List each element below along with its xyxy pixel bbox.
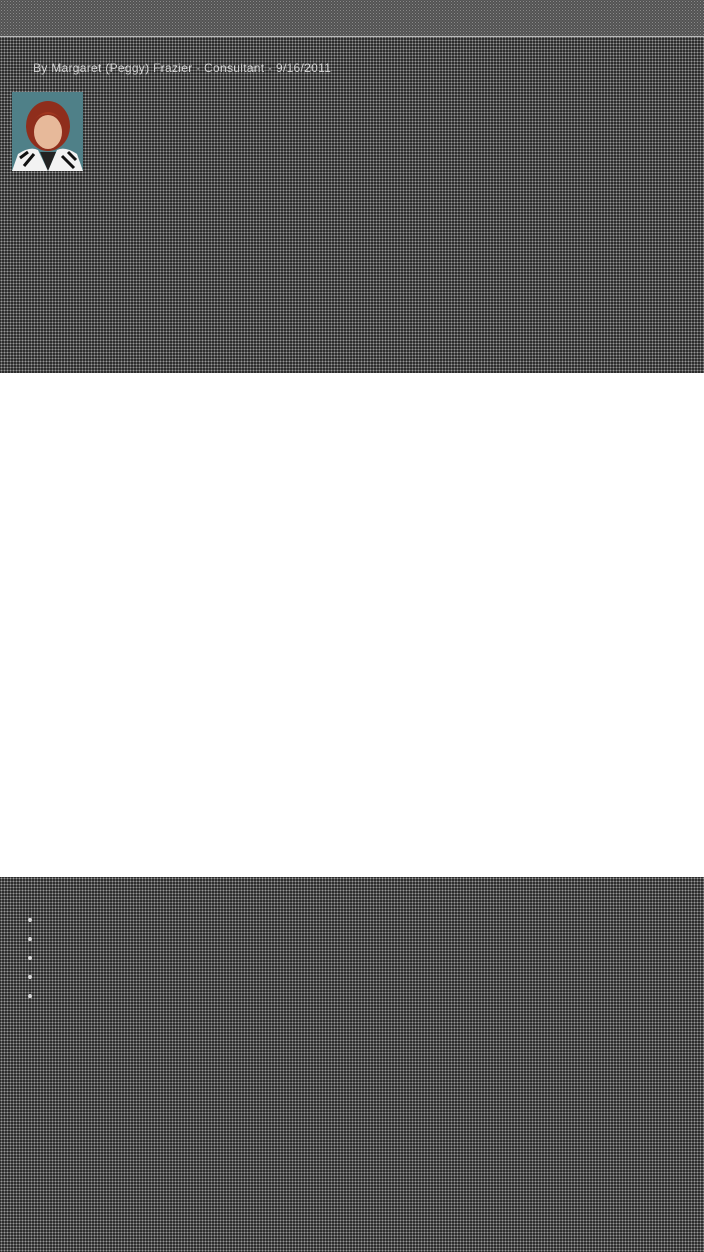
blank-content-area xyxy=(0,373,704,877)
list-item xyxy=(42,930,694,947)
intro-text xyxy=(10,200,694,214)
top-band xyxy=(0,0,704,37)
author-avatar xyxy=(12,92,83,171)
details-content xyxy=(10,899,694,1016)
details-list xyxy=(10,911,694,1004)
list-item xyxy=(42,968,694,985)
details-panel xyxy=(0,877,704,1252)
list-item xyxy=(42,949,694,966)
list-item xyxy=(42,911,694,928)
list-item xyxy=(42,987,694,1004)
author-byline: By Margaret (Peggy) Frazier · Consultant · 9/16/2011 xyxy=(33,61,332,75)
article-header-panel xyxy=(0,0,704,373)
author-photo-icon xyxy=(12,92,83,171)
